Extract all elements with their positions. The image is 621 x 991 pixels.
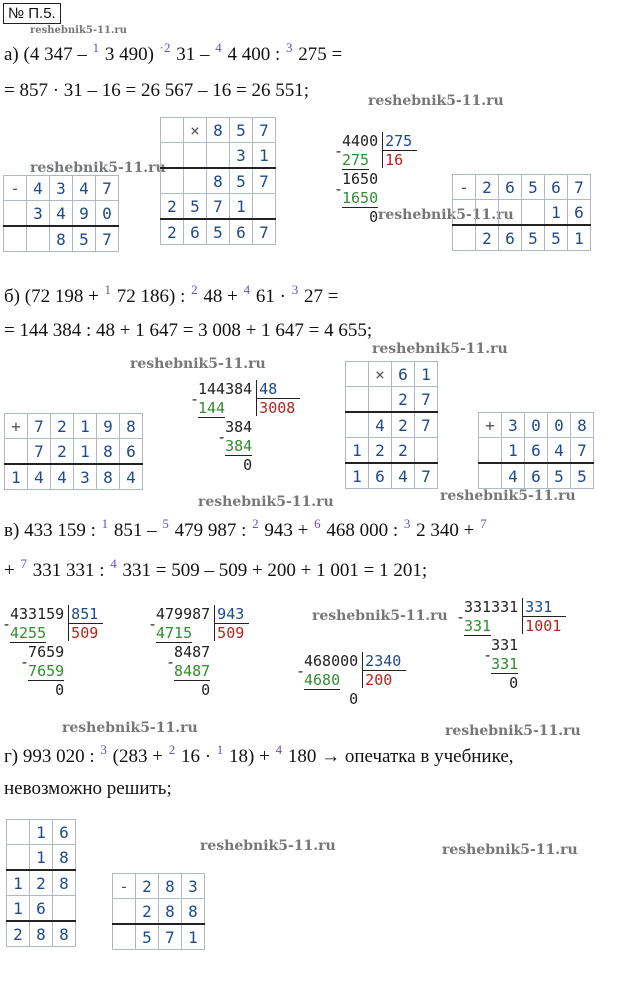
digit-cell: 5: [545, 225, 568, 251]
digit-cell: 9: [73, 201, 96, 227]
partial-product: 331: [491, 655, 519, 673]
minus-sign: -: [483, 646, 493, 664]
digit-cell: 6: [230, 219, 253, 245]
expression-text: 180 → опечатка в учебнике,: [283, 746, 514, 767]
digit-cell: 2: [392, 438, 415, 464]
order-mark: 2: [252, 516, 259, 531]
digit-cell: 6: [525, 438, 548, 464]
digit-cell: 8: [571, 413, 594, 438]
digit-cell: 4: [51, 464, 74, 490]
order-mark: 1: [216, 742, 224, 757]
digit-cell: 3: [27, 201, 50, 227]
remainder: 0: [201, 681, 211, 699]
watermark: reshebnik5-11.ru: [130, 356, 266, 372]
digit-cell: [27, 226, 50, 252]
operator-sign: ×: [369, 362, 392, 387]
partial-product: 275: [342, 151, 370, 169]
watermark: reshebnik5-11.ru: [440, 488, 576, 504]
minus-sign: -: [20, 653, 30, 671]
digit-cell: 3: [502, 413, 525, 438]
digit-cell: [161, 168, 184, 194]
expression-text: 943 +: [259, 520, 314, 541]
expression-text: 18) +: [224, 746, 275, 767]
minus-sign: -: [456, 608, 466, 626]
remainder-step: 384: [225, 418, 253, 436]
column-calculation-grid: [452, 174, 591, 251]
order-mark: 7: [20, 556, 27, 571]
digit-cell: 2: [136, 874, 159, 899]
expression-text: 2 340 +: [411, 520, 480, 541]
digit-cell: 3: [50, 176, 73, 201]
part-b-result: = 144 384 : 48 + 1 647 = 3 008 + 1 647 = 4 655;: [4, 320, 373, 341]
digit-cell: 1: [74, 414, 97, 439]
digit-cell: 1: [7, 870, 30, 896]
digit-cell: [113, 899, 136, 925]
part-b-line1: [24, 282, 339, 307]
divisor: 331: [525, 598, 553, 616]
digit-cell: 1: [415, 362, 438, 387]
digit-cell: 9: [97, 414, 120, 439]
watermark: reshebnik5-11.ru: [30, 25, 127, 36]
quotient: 1001: [525, 617, 562, 635]
digit-cell: 6: [53, 820, 76, 845]
watermark: reshebnik5-11.ru: [372, 341, 508, 357]
operator-sign: +: [5, 414, 28, 439]
digit-cell: 8: [159, 874, 182, 899]
digit-cell: 7: [96, 176, 119, 201]
digit-cell: [369, 387, 392, 413]
digit-cell: [7, 845, 30, 871]
expression-text: 61 ·: [251, 286, 291, 307]
digit-cell: [4, 201, 27, 227]
part-b-expression: [4, 282, 338, 308]
divisor: 851: [71, 605, 99, 623]
digit-cell: [453, 225, 476, 251]
digit-cell: 2: [136, 899, 159, 925]
expression-text: 275 =: [293, 44, 343, 65]
expression-text: 433 159 :: [24, 520, 101, 541]
digit-cell: [253, 194, 276, 220]
digit-cell: 2: [392, 412, 415, 438]
digit-cell: 4: [369, 412, 392, 438]
digit-cell: 6: [369, 463, 392, 489]
part-c-line1: [24, 516, 488, 541]
expression-text: 3 490): [100, 44, 159, 65]
digit-cell: [53, 896, 76, 922]
partial-product: 4680: [304, 671, 341, 689]
digit-cell: [161, 118, 184, 143]
digit-cell: 8: [182, 899, 205, 925]
digit-cell: 2: [161, 219, 184, 245]
digit-cell: [453, 200, 476, 226]
digit-cell: [5, 439, 28, 465]
minus-sign: -: [190, 390, 200, 408]
divisor: 2340: [365, 652, 402, 670]
digit-cell: 2: [476, 175, 499, 200]
digit-cell: [184, 143, 207, 169]
digit-cell: [346, 412, 369, 438]
digit-cell: 5: [73, 226, 96, 252]
digit-cell: 7: [96, 226, 119, 252]
digit-cell: 8: [50, 226, 73, 252]
column-calculation-grid: [345, 361, 438, 489]
digit-cell: 8: [53, 921, 76, 947]
remainder: 0: [369, 208, 379, 226]
part-a-label: а): [4, 44, 19, 65]
digit-cell: 8: [53, 845, 76, 871]
watermark: reshebnik5-11.ru: [442, 842, 578, 858]
digit-cell: 4: [120, 464, 143, 490]
order-mark: 3: [403, 516, 411, 531]
digit-cell: [346, 362, 369, 387]
minus-sign: -: [296, 662, 306, 680]
digit-cell: 8: [30, 921, 53, 947]
partial-product: 144: [198, 399, 226, 417]
quotient: 509: [217, 624, 245, 642]
digit-cell: 2: [51, 414, 74, 439]
digit-cell: 6: [525, 463, 548, 489]
digit-cell: 7: [415, 387, 438, 413]
digit-cell: 6: [499, 175, 522, 200]
digit-cell: 2: [51, 439, 74, 465]
divisor: 48: [259, 380, 278, 398]
digit-cell: 5: [548, 463, 571, 489]
watermark: reshebnik5-11.ru: [30, 160, 166, 176]
expression-text: (72 198 +: [24, 286, 104, 307]
digit-cell: 8: [207, 118, 230, 143]
expression-text: 331 = 509 – 509 + 200 + 1 001 = 1 201;: [117, 560, 428, 581]
digit-cell: 6: [184, 219, 207, 245]
digit-cell: 8: [120, 414, 143, 439]
partial-product: 7659: [28, 662, 65, 680]
order-mark: 4: [243, 282, 251, 297]
digit-cell: 5: [522, 225, 545, 251]
order-mark: 3: [100, 742, 107, 757]
order-mark: 2: [191, 282, 198, 297]
order-mark: 4: [110, 556, 117, 571]
expression-text: 4 400 :: [222, 44, 286, 65]
dividend: 468000: [304, 652, 359, 670]
digit-cell: 2: [476, 225, 499, 251]
digit-cell: [415, 438, 438, 464]
digit-cell: [346, 387, 369, 413]
expression-text: 331 331 :: [27, 560, 110, 581]
digit-cell: 6: [392, 362, 415, 387]
expression-text: 31 –: [171, 44, 215, 65]
digit-cell: 6: [545, 175, 568, 200]
digit-cell: 5: [522, 175, 545, 200]
subtraction-line: [304, 689, 340, 690]
digit-cell: 5: [136, 924, 159, 950]
part-d-line1: [22, 742, 514, 767]
order-mark: 1: [92, 40, 100, 55]
digit-cell: 4: [27, 176, 50, 201]
order-mark: 6: [314, 516, 321, 531]
digit-cell: 8: [97, 464, 120, 490]
digit-cell: 7: [253, 168, 276, 194]
digit-cell: 5: [571, 463, 594, 489]
column-calculation-grid: [3, 175, 119, 252]
expression-text: (283 +: [107, 746, 168, 767]
expression-text: 851 –: [109, 520, 162, 541]
partial-product: 384: [225, 437, 253, 455]
expression-text: 48 +: [198, 286, 243, 307]
digit-cell: [113, 924, 136, 950]
digit-cell: [499, 200, 522, 226]
digit-cell: 7: [253, 219, 276, 245]
digit-cell: 3: [230, 143, 253, 169]
order-mark: ·2: [159, 40, 171, 55]
minus-sign: -: [334, 142, 344, 160]
minus-sign: -: [217, 428, 227, 446]
digit-cell: 7: [207, 194, 230, 220]
digit-cell: 7: [415, 463, 438, 489]
remainder-step: 7659: [28, 643, 65, 661]
divisor: 943: [217, 605, 245, 623]
digit-cell: 1: [182, 924, 205, 950]
operator-sign: +: [479, 413, 502, 438]
digit-cell: 1: [545, 200, 568, 226]
digit-cell: 6: [568, 200, 591, 226]
order-mark: 2: [168, 742, 176, 757]
remainder: 0: [243, 456, 253, 474]
digit-cell: 1: [7, 896, 30, 922]
digit-cell: 2: [30, 870, 53, 896]
dividend: 433159: [10, 605, 65, 623]
digit-cell: 1: [230, 194, 253, 220]
digit-cell: 6: [499, 225, 522, 251]
digit-cell: 0: [525, 413, 548, 438]
digit-cell: 4: [50, 201, 73, 227]
part-c-label: в): [4, 520, 20, 541]
digit-cell: 1: [502, 438, 525, 464]
digit-cell: [161, 143, 184, 169]
digit-cell: [207, 143, 230, 169]
part-c-line2: [4, 556, 427, 582]
part-d-expression: [4, 742, 514, 768]
partial-product: 331: [464, 617, 492, 635]
column-calculation-grid: [6, 819, 76, 947]
operator-sign: -: [4, 176, 27, 201]
digit-cell: 1: [346, 463, 369, 489]
digit-cell: 4: [502, 463, 525, 489]
part-d-label: г): [4, 746, 19, 767]
digit-cell: [479, 438, 502, 464]
digit-cell: 7: [28, 439, 51, 465]
digit-cell: 2: [392, 387, 415, 413]
part-b-label: б): [4, 286, 20, 307]
digit-cell: 7: [28, 414, 51, 439]
quotient: 200: [365, 671, 393, 689]
digit-cell: 7: [571, 438, 594, 464]
digit-cell: [522, 200, 545, 226]
digit-cell: [7, 820, 30, 845]
subtraction-line: [198, 417, 225, 418]
digit-cell: 4: [73, 176, 96, 201]
task-number-badge: № П.5.: [3, 3, 61, 24]
digit-cell: 7: [568, 175, 591, 200]
watermark: reshebnik5-11.ru: [378, 207, 514, 223]
digit-cell: 6: [120, 439, 143, 465]
operator-sign: -: [453, 175, 476, 200]
remainder: 0: [55, 681, 65, 699]
expression-text: 993 020 :: [22, 746, 100, 767]
digit-cell: 5: [207, 219, 230, 245]
order-mark: 7: [480, 516, 487, 531]
part-a-expression: [4, 40, 342, 66]
expression-text: +: [4, 560, 20, 581]
watermark: reshebnik5-11.ru: [62, 720, 198, 736]
expression-text: (4 347 –: [23, 44, 92, 65]
minus-sign: -: [148, 615, 158, 633]
quotient: 16: [385, 151, 404, 169]
digit-cell: 1: [30, 845, 53, 871]
digit-cell: 7: [415, 412, 438, 438]
partial-product: 4715: [156, 624, 193, 642]
digit-cell: 2: [7, 921, 30, 947]
order-mark: 3: [286, 40, 293, 55]
digit-cell: 0: [548, 413, 571, 438]
expression-text: 27 =: [299, 286, 339, 307]
digit-cell: [479, 463, 502, 489]
digit-cell: 8: [53, 870, 76, 896]
part-c-expression: [4, 516, 488, 542]
digit-cell: 1: [568, 225, 591, 251]
minus-sign: -: [334, 180, 344, 198]
digit-cell: 8: [97, 439, 120, 465]
dividend: 4400: [342, 132, 379, 150]
part-d-note: невозможно решить;: [4, 778, 172, 799]
minus-sign: -: [2, 615, 12, 633]
order-mark: 1: [104, 282, 112, 297]
digit-cell: [184, 168, 207, 194]
watermark: reshebnik5-11.ru: [198, 494, 334, 510]
remainder-step: 331: [491, 636, 519, 654]
quotient: 509: [71, 624, 99, 642]
digit-cell: 5: [184, 194, 207, 220]
remainder-step: 8487: [174, 643, 211, 661]
digit-cell: 1: [74, 439, 97, 465]
dividend: 479987: [156, 605, 211, 623]
digit-cell: 8: [207, 168, 230, 194]
quotient: 3008: [259, 399, 296, 417]
digit-cell: 1: [346, 438, 369, 464]
expression-text: 16 ·: [176, 746, 216, 767]
dividend: 331331: [464, 598, 519, 616]
digit-cell: 7: [159, 924, 182, 950]
subtraction-line: [464, 635, 491, 636]
remainder: 0: [349, 690, 359, 708]
expression-text: 72 186) :: [112, 286, 191, 307]
digit-cell: 5: [230, 168, 253, 194]
digit-cell: 8: [159, 899, 182, 925]
partial-product: 1650: [342, 189, 379, 207]
column-calculation-grid: [112, 873, 205, 950]
column-calculation-grid: [4, 413, 143, 490]
expression-text: 468 000 :: [321, 520, 403, 541]
digit-cell: 1: [5, 464, 28, 490]
digit-cell: [4, 226, 27, 252]
order-mark: 5: [162, 516, 169, 531]
watermark: reshebnik5-11.ru: [200, 838, 336, 854]
watermark: reshebnik5-11.ru: [312, 608, 448, 624]
digit-cell: 7: [253, 118, 276, 143]
digit-cell: 4: [548, 438, 571, 464]
part-c-result: [4, 556, 428, 581]
digit-cell: 2: [369, 438, 392, 464]
watermark: reshebnik5-11.ru: [368, 93, 504, 109]
column-calculation-grid: [478, 412, 594, 489]
digit-cell: 3: [182, 874, 205, 899]
part-a-result: = 857 · 31 – 16 = 26 567 – 16 = 26 551;: [4, 80, 310, 101]
digit-cell: [476, 200, 499, 226]
remainder: 0: [509, 674, 519, 692]
watermark: reshebnik5-11.ru: [445, 723, 581, 739]
order-mark: 4: [275, 742, 283, 757]
digit-cell: 5: [230, 118, 253, 143]
digit-cell: 1: [253, 143, 276, 169]
part-a-line1: [23, 40, 343, 65]
remainder-step: 1650: [342, 170, 379, 188]
partial-product: 4255: [10, 624, 47, 642]
digit-cell: 4: [392, 463, 415, 489]
minus-sign: -: [166, 653, 176, 671]
digit-cell: 6: [30, 896, 53, 922]
divisor: 275: [385, 132, 413, 150]
expression-text: 479 987 :: [169, 520, 252, 541]
digit-cell: 3: [74, 464, 97, 490]
partial-product: 8487: [174, 662, 211, 680]
digit-cell: 4: [28, 464, 51, 490]
operator-sign: -: [113, 874, 136, 899]
dividend: 144384: [198, 380, 253, 398]
digit-cell: 0: [96, 201, 119, 227]
operator-sign: ×: [184, 118, 207, 143]
digit-cell: 1: [30, 820, 53, 845]
order-mark: 4: [215, 40, 222, 55]
order-mark: 3: [291, 282, 299, 297]
digit-cell: 2: [161, 194, 184, 220]
column-calculation-grid: [160, 117, 276, 245]
order-mark: 1: [101, 516, 109, 531]
